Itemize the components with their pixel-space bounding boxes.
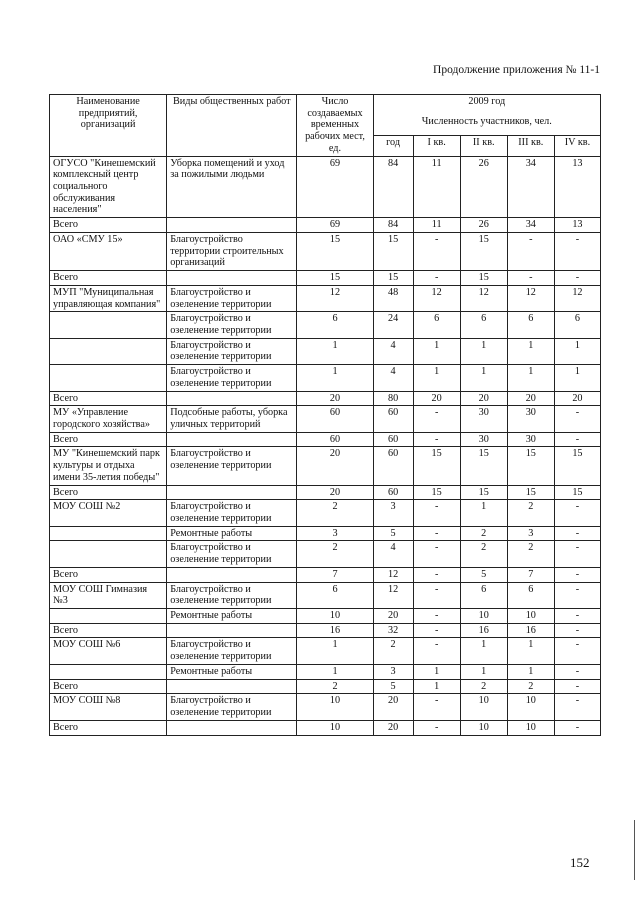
cell-q2: 6 bbox=[460, 312, 507, 338]
cell-work: Благоустройство и озеленение территории bbox=[167, 582, 297, 608]
cell-jobs: 20 bbox=[297, 485, 373, 500]
cell-q2: 30 bbox=[460, 406, 507, 432]
cell-q1: - bbox=[413, 609, 460, 624]
cell-work: Уборка помещений и уход за пожилыми людьми bbox=[167, 156, 297, 218]
table-row bbox=[50, 720, 601, 735]
table-row bbox=[50, 447, 601, 485]
cell-q2: 2 bbox=[460, 541, 507, 567]
header-participants: Численность участников, чел. bbox=[373, 115, 600, 135]
cell-q3: 12 bbox=[507, 285, 554, 311]
cell-work bbox=[167, 720, 297, 735]
cell-q1: - bbox=[413, 432, 460, 447]
cell-org: Всего bbox=[50, 567, 167, 582]
cell-work: Благоустройство и озеленение территории bbox=[167, 541, 297, 567]
cell-q3: 30 bbox=[507, 406, 554, 432]
cell-q3: 2 bbox=[507, 500, 554, 526]
cell-q2: 26 bbox=[460, 156, 507, 218]
cell-org bbox=[50, 609, 167, 624]
cell-year: 4 bbox=[373, 338, 413, 364]
page-header: Продолжение приложения № 11-1 bbox=[433, 64, 600, 76]
cell-org: Всего bbox=[50, 623, 167, 638]
cell-q1: - bbox=[413, 541, 460, 567]
table-body bbox=[50, 156, 601, 735]
cell-year: 60 bbox=[373, 447, 413, 485]
cell-q2: 10 bbox=[460, 694, 507, 720]
scan-edge-line bbox=[634, 820, 635, 880]
cell-q1: - bbox=[413, 526, 460, 541]
cell-org: МОУ СОШ Гимназия №3 bbox=[50, 582, 167, 608]
cell-org bbox=[50, 312, 167, 338]
cell-year: 12 bbox=[373, 582, 413, 608]
cell-work: Ремонтные работы bbox=[167, 609, 297, 624]
cell-jobs: 15 bbox=[297, 232, 373, 270]
cell-q2: 2 bbox=[460, 526, 507, 541]
cell-org: Всего bbox=[50, 218, 167, 233]
header-q3: III кв. bbox=[507, 135, 554, 156]
cell-jobs: 16 bbox=[297, 623, 373, 638]
header-year: год bbox=[373, 135, 413, 156]
cell-q3: 10 bbox=[507, 720, 554, 735]
cell-work bbox=[167, 567, 297, 582]
cell-q4: - bbox=[554, 567, 600, 582]
cell-work: Ремонтные работы bbox=[167, 664, 297, 679]
cell-work bbox=[167, 271, 297, 286]
cell-work: Благоустройство территории строительных организаций bbox=[167, 232, 297, 270]
cell-year: 32 bbox=[373, 623, 413, 638]
cell-year: 3 bbox=[373, 664, 413, 679]
cell-org: Всего bbox=[50, 720, 167, 735]
cell-q3: 20 bbox=[507, 391, 554, 406]
cell-year: 2 bbox=[373, 638, 413, 664]
cell-q1: 1 bbox=[413, 679, 460, 694]
cell-year: 5 bbox=[373, 679, 413, 694]
cell-work: Благоустройство и озеленение территории bbox=[167, 365, 297, 391]
cell-q2: 1 bbox=[460, 338, 507, 364]
cell-q1: - bbox=[413, 567, 460, 582]
cell-org: ОАО «СМУ 15» bbox=[50, 232, 167, 270]
cell-q2: 15 bbox=[460, 271, 507, 286]
table-row bbox=[50, 679, 601, 694]
cell-q2: 12 bbox=[460, 285, 507, 311]
cell-work: Благоустройство и озеленение территории bbox=[167, 338, 297, 364]
cell-q1: - bbox=[413, 582, 460, 608]
cell-org: Всего bbox=[50, 432, 167, 447]
cell-jobs: 69 bbox=[297, 156, 373, 218]
cell-q1: - bbox=[413, 694, 460, 720]
public-works-table bbox=[49, 94, 601, 736]
cell-q4: - bbox=[554, 638, 600, 664]
cell-q2: 5 bbox=[460, 567, 507, 582]
cell-jobs: 20 bbox=[297, 447, 373, 485]
cell-org: МУП "Муниципальная управляющая компания" bbox=[50, 285, 167, 311]
cell-q3: 7 bbox=[507, 567, 554, 582]
cell-org: Всего bbox=[50, 271, 167, 286]
cell-q1: 15 bbox=[413, 485, 460, 500]
header-q4: IV кв. bbox=[554, 135, 600, 156]
cell-work: Благоустройство и озеленение территории bbox=[167, 312, 297, 338]
cell-jobs: 15 bbox=[297, 271, 373, 286]
cell-q1: - bbox=[413, 720, 460, 735]
cell-org: МОУ СОШ №2 bbox=[50, 500, 167, 526]
cell-year: 20 bbox=[373, 720, 413, 735]
cell-q3: 34 bbox=[507, 156, 554, 218]
cell-year: 80 bbox=[373, 391, 413, 406]
cell-work bbox=[167, 391, 297, 406]
cell-q4: 13 bbox=[554, 218, 600, 233]
cell-jobs: 7 bbox=[297, 567, 373, 582]
table-row bbox=[50, 365, 601, 391]
cell-q2: 1 bbox=[460, 664, 507, 679]
cell-org: МУ «Управление городского хозяйства» bbox=[50, 406, 167, 432]
cell-jobs: 6 bbox=[297, 582, 373, 608]
cell-q3: - bbox=[507, 232, 554, 270]
table-row bbox=[50, 638, 601, 664]
cell-jobs: 60 bbox=[297, 406, 373, 432]
table-row bbox=[50, 609, 601, 624]
table-row bbox=[50, 541, 601, 567]
cell-jobs: 6 bbox=[297, 312, 373, 338]
cell-q2: 26 bbox=[460, 218, 507, 233]
cell-q3: 1 bbox=[507, 664, 554, 679]
cell-work bbox=[167, 218, 297, 233]
cell-year: 15 bbox=[373, 271, 413, 286]
cell-year: 4 bbox=[373, 365, 413, 391]
cell-org: МОУ СОШ №6 bbox=[50, 638, 167, 664]
table-row bbox=[50, 623, 601, 638]
header-jobs: Число создаваемых временных рабочих мест, ед. bbox=[297, 95, 373, 157]
cell-q3: 16 bbox=[507, 623, 554, 638]
cell-q1: - bbox=[413, 623, 460, 638]
cell-jobs: 1 bbox=[297, 338, 373, 364]
cell-work bbox=[167, 623, 297, 638]
cell-q1: 1 bbox=[413, 338, 460, 364]
cell-q1: 12 bbox=[413, 285, 460, 311]
table-row bbox=[50, 694, 601, 720]
table-row bbox=[50, 285, 601, 311]
table-row bbox=[50, 567, 601, 582]
header-q2: II кв. bbox=[460, 135, 507, 156]
cell-work bbox=[167, 485, 297, 500]
cell-year: 12 bbox=[373, 567, 413, 582]
cell-year: 20 bbox=[373, 694, 413, 720]
cell-jobs: 12 bbox=[297, 285, 373, 311]
cell-q1: 1 bbox=[413, 664, 460, 679]
cell-jobs: 1 bbox=[297, 638, 373, 664]
cell-year: 48 bbox=[373, 285, 413, 311]
cell-q4: - bbox=[554, 500, 600, 526]
header-q1: I кв. bbox=[413, 135, 460, 156]
cell-org bbox=[50, 664, 167, 679]
cell-jobs: 60 bbox=[297, 432, 373, 447]
cell-q3: 1 bbox=[507, 638, 554, 664]
table-row bbox=[50, 232, 601, 270]
cell-jobs: 2 bbox=[297, 500, 373, 526]
table-row bbox=[50, 432, 601, 447]
cell-q4: 20 bbox=[554, 391, 600, 406]
cell-q1: - bbox=[413, 232, 460, 270]
cell-jobs: 10 bbox=[297, 694, 373, 720]
cell-org: Всего bbox=[50, 679, 167, 694]
cell-org bbox=[50, 526, 167, 541]
cell-q2: 20 bbox=[460, 391, 507, 406]
cell-work: Ремонтные работы bbox=[167, 526, 297, 541]
cell-work: Благоустройство и озеленение территории bbox=[167, 694, 297, 720]
cell-q4: - bbox=[554, 541, 600, 567]
cell-q1: 1 bbox=[413, 365, 460, 391]
table-row bbox=[50, 664, 601, 679]
cell-q1: 6 bbox=[413, 312, 460, 338]
cell-q4: - bbox=[554, 694, 600, 720]
cell-jobs: 1 bbox=[297, 365, 373, 391]
cell-q4: - bbox=[554, 271, 600, 286]
cell-q2: 2 bbox=[460, 679, 507, 694]
cell-year: 15 bbox=[373, 232, 413, 270]
cell-q4: - bbox=[554, 623, 600, 638]
cell-q1: - bbox=[413, 638, 460, 664]
table-row bbox=[50, 391, 601, 406]
cell-q4: - bbox=[554, 679, 600, 694]
cell-jobs: 69 bbox=[297, 218, 373, 233]
cell-q2: 10 bbox=[460, 609, 507, 624]
cell-q3: 1 bbox=[507, 365, 554, 391]
cell-work: Подсобные работы, уборка уличных территорий bbox=[167, 406, 297, 432]
cell-q2: 1 bbox=[460, 365, 507, 391]
cell-q1: 11 bbox=[413, 156, 460, 218]
cell-q3: 1 bbox=[507, 338, 554, 364]
cell-jobs: 2 bbox=[297, 679, 373, 694]
cell-org: Всего bbox=[50, 391, 167, 406]
cell-org: МУ "Кинешемский парк культуры и отдыха имени 35-летия победы" bbox=[50, 447, 167, 485]
cell-org: МОУ СОШ №8 bbox=[50, 694, 167, 720]
cell-jobs: 20 bbox=[297, 391, 373, 406]
cell-q1: - bbox=[413, 500, 460, 526]
cell-q3: 6 bbox=[507, 582, 554, 608]
header-year-group: 2009 год bbox=[373, 95, 600, 115]
header-org: Наименование предприятий, организаций bbox=[50, 95, 167, 157]
page-number: 152 bbox=[570, 855, 590, 870]
cell-q3: 2 bbox=[507, 541, 554, 567]
table-row bbox=[50, 271, 601, 286]
cell-year: 24 bbox=[373, 312, 413, 338]
cell-q3: 15 bbox=[507, 447, 554, 485]
cell-q2: 16 bbox=[460, 623, 507, 638]
table-row bbox=[50, 156, 601, 218]
cell-work: Благоустройство и озеленение территории bbox=[167, 447, 297, 485]
table-row bbox=[50, 312, 601, 338]
cell-q4: 12 bbox=[554, 285, 600, 311]
cell-q3: 2 bbox=[507, 679, 554, 694]
cell-q4: - bbox=[554, 526, 600, 541]
cell-q1: - bbox=[413, 406, 460, 432]
header-work: Виды общественных работ bbox=[167, 95, 297, 157]
table-row bbox=[50, 526, 601, 541]
cell-work bbox=[167, 432, 297, 447]
cell-q1: 15 bbox=[413, 447, 460, 485]
cell-q4: 15 bbox=[554, 485, 600, 500]
cell-jobs: 3 bbox=[297, 526, 373, 541]
cell-q4: - bbox=[554, 609, 600, 624]
cell-q4: - bbox=[554, 720, 600, 735]
cell-q4: - bbox=[554, 664, 600, 679]
cell-q3: 3 bbox=[507, 526, 554, 541]
cell-year: 5 bbox=[373, 526, 413, 541]
cell-q4: - bbox=[554, 232, 600, 270]
table-row bbox=[50, 582, 601, 608]
cell-q1: 20 bbox=[413, 391, 460, 406]
table-row bbox=[50, 485, 601, 500]
cell-year: 84 bbox=[373, 218, 413, 233]
cell-q3: 6 bbox=[507, 312, 554, 338]
cell-q2: 15 bbox=[460, 232, 507, 270]
cell-q3: 10 bbox=[507, 694, 554, 720]
cell-q3: - bbox=[507, 271, 554, 286]
cell-year: 60 bbox=[373, 406, 413, 432]
cell-jobs: 10 bbox=[297, 720, 373, 735]
cell-org: Всего bbox=[50, 485, 167, 500]
cell-q2: 10 bbox=[460, 720, 507, 735]
cell-q4: 6 bbox=[554, 312, 600, 338]
cell-year: 60 bbox=[373, 485, 413, 500]
cell-year: 20 bbox=[373, 609, 413, 624]
cell-q4: - bbox=[554, 406, 600, 432]
table-row bbox=[50, 500, 601, 526]
cell-q1: 11 bbox=[413, 218, 460, 233]
cell-work: Благоустройство и озеленение территории bbox=[167, 638, 297, 664]
cell-q4: 13 bbox=[554, 156, 600, 218]
cell-q4: 1 bbox=[554, 365, 600, 391]
cell-q3: 30 bbox=[507, 432, 554, 447]
cell-q4: 1 bbox=[554, 338, 600, 364]
cell-q4: 15 bbox=[554, 447, 600, 485]
cell-org bbox=[50, 365, 167, 391]
table-row bbox=[50, 406, 601, 432]
cell-q4: - bbox=[554, 432, 600, 447]
cell-org bbox=[50, 541, 167, 567]
cell-org: ОГУСО "Кинешемский комплексный центр социального обслуживания населения" bbox=[50, 156, 167, 218]
table-row bbox=[50, 218, 601, 233]
cell-q2: 15 bbox=[460, 447, 507, 485]
cell-jobs: 10 bbox=[297, 609, 373, 624]
cell-q2: 1 bbox=[460, 638, 507, 664]
cell-work bbox=[167, 679, 297, 694]
cell-q2: 6 bbox=[460, 582, 507, 608]
cell-q4: - bbox=[554, 582, 600, 608]
cell-q3: 10 bbox=[507, 609, 554, 624]
cell-q2: 1 bbox=[460, 500, 507, 526]
cell-org bbox=[50, 338, 167, 364]
cell-q1: - bbox=[413, 271, 460, 286]
cell-year: 84 bbox=[373, 156, 413, 218]
cell-jobs: 1 bbox=[297, 664, 373, 679]
cell-jobs: 2 bbox=[297, 541, 373, 567]
cell-q3: 15 bbox=[507, 485, 554, 500]
table-row bbox=[50, 338, 601, 364]
cell-q2: 30 bbox=[460, 432, 507, 447]
table-header bbox=[50, 95, 601, 157]
cell-q3: 34 bbox=[507, 218, 554, 233]
cell-year: 3 bbox=[373, 500, 413, 526]
cell-work: Благоустройство и озеленение территории bbox=[167, 500, 297, 526]
cell-year: 60 bbox=[373, 432, 413, 447]
cell-year: 4 bbox=[373, 541, 413, 567]
cell-work: Благоустройство и озеленение территории bbox=[167, 285, 297, 311]
cell-q2: 15 bbox=[460, 485, 507, 500]
